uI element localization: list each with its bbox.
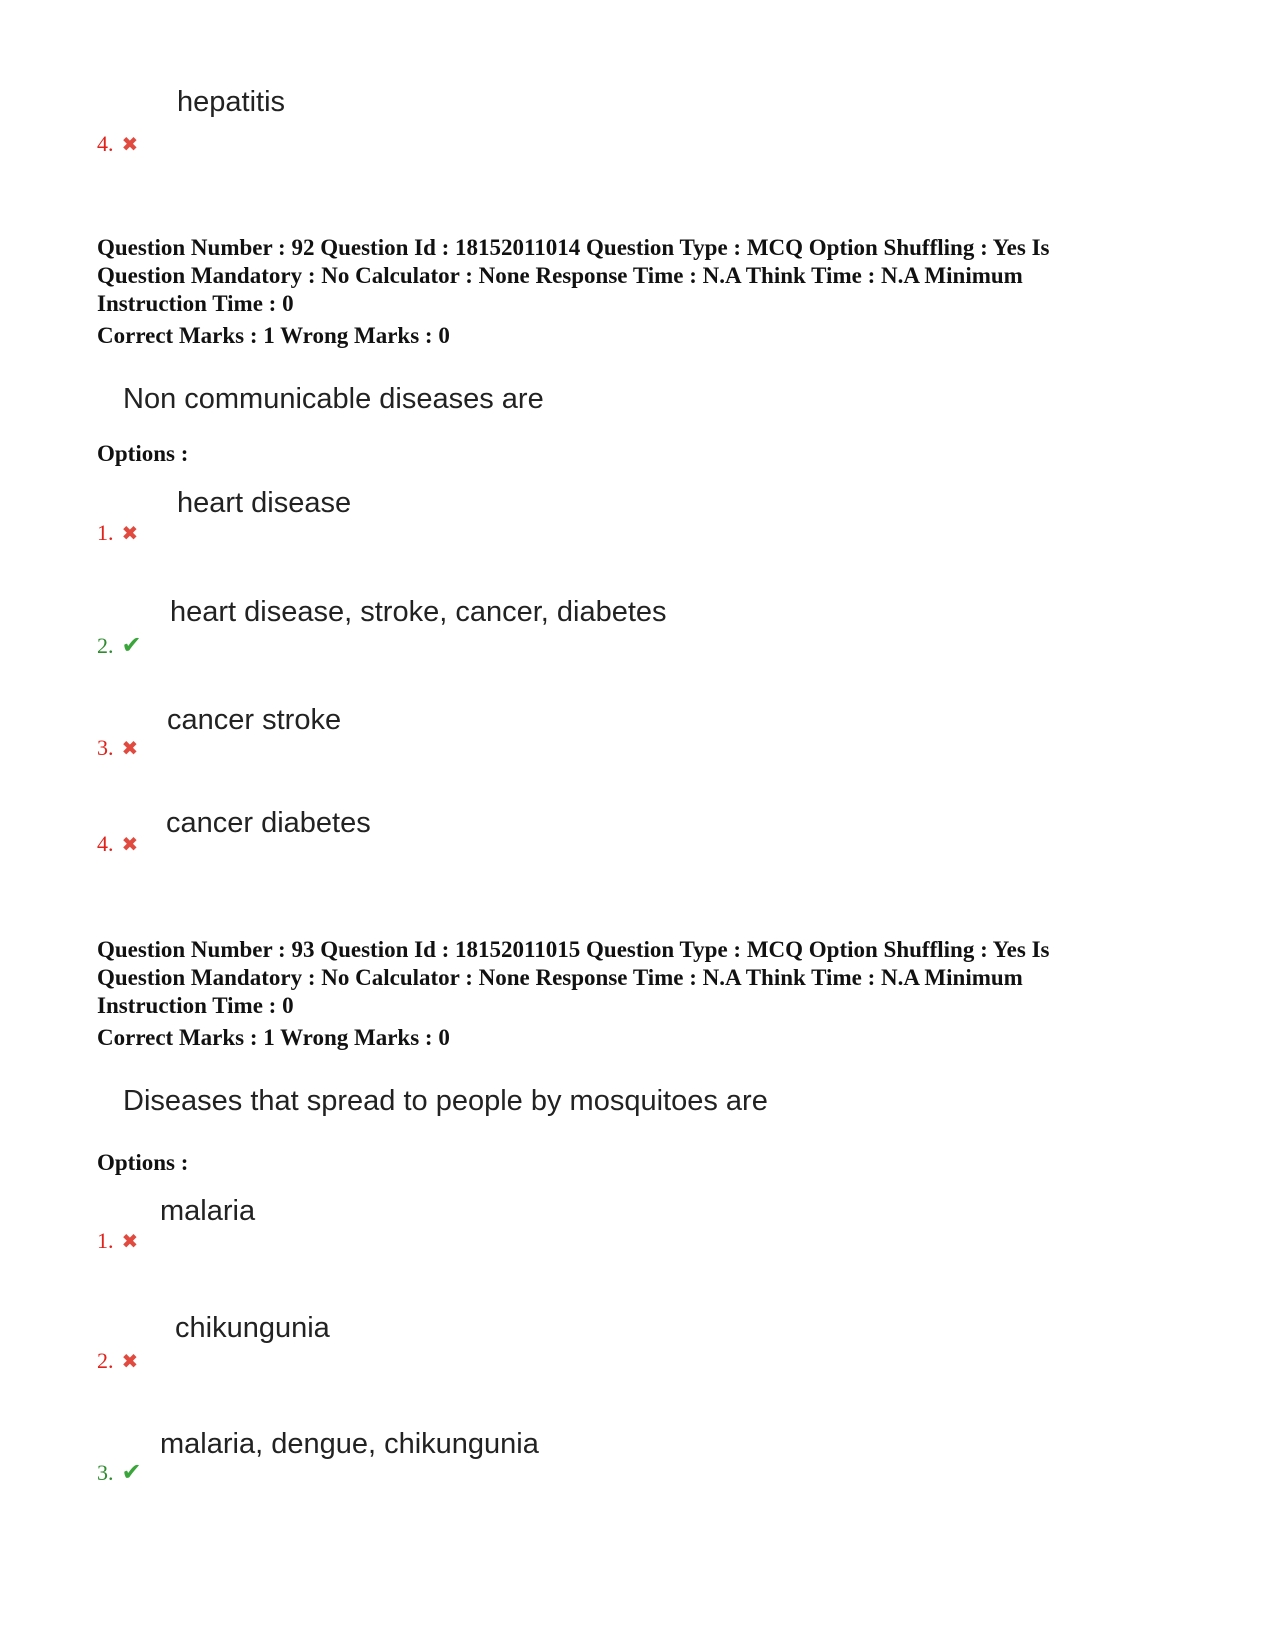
cross-icon: ✖ (121, 521, 139, 545)
question-text: Diseases that spread to people by mosquitoes are (123, 1085, 768, 1117)
question-marks: Correct Marks : 1 Wrong Marks : 0 (97, 1025, 450, 1050)
cross-icon: ✖ (121, 736, 139, 760)
question-meta: Question Number : 93 Question Id : 18152011015 Question Type : MCQ Option Shuffling : Yes Is Question Mandatory : No Calculator : None Response Time : N.A Think Time : N.A Minimum Instruction Time : 0 (97, 937, 1050, 1018)
option-text: chikungunia (175, 1312, 330, 1344)
option-text: hepatitis (177, 86, 286, 118)
option-number (97, 833, 138, 855)
question-marks: Correct Marks : 1 Wrong Marks : 0 (97, 323, 450, 348)
question-meta: Question Number : 92 Question Id : 18152011014 Question Type : MCQ Option Shuffling : Yes Is Question Mandatory : No Calculator : None Response Time : N.A Think Time : N.A Minimum Instruction Time : 0 (97, 235, 1050, 316)
option-number (97, 1230, 138, 1252)
option-number-label: 1. (97, 1228, 114, 1253)
check-icon: ✔ (121, 1458, 142, 1486)
option-number (97, 1350, 138, 1372)
option-text: cancer diabetes (166, 807, 371, 839)
option-number (97, 522, 138, 544)
option-text: malaria (160, 1195, 256, 1227)
option-text: heart disease, stroke, cancer, diabetes (170, 596, 667, 628)
cross-icon: ✖ (121, 1229, 139, 1253)
cross-icon: ✖ (121, 1349, 139, 1373)
check-icon: ✔ (121, 631, 142, 659)
option-number (97, 633, 142, 657)
option-number-label: 4. (97, 131, 114, 156)
option-number (97, 1460, 142, 1484)
option-number-label: 2. (97, 633, 114, 658)
option-number-label: 1. (97, 520, 114, 545)
cross-icon: ✖ (121, 832, 139, 856)
option-text: cancer stroke (167, 704, 342, 736)
option-number-label: 3. (97, 735, 114, 760)
option-number-label: 3. (97, 1460, 114, 1485)
question-text: Non communicable diseases are (123, 383, 544, 415)
option-number (97, 737, 138, 759)
option-number (97, 133, 138, 155)
cross-icon: ✖ (121, 132, 139, 156)
option-number-label: 2. (97, 1348, 114, 1373)
options-label: Options : (97, 441, 189, 466)
option-text: malaria, dengue, chikungunia (160, 1428, 539, 1460)
options-label: Options : (97, 1150, 189, 1175)
option-number-label: 4. (97, 831, 114, 856)
option-text: heart disease (177, 487, 352, 519)
